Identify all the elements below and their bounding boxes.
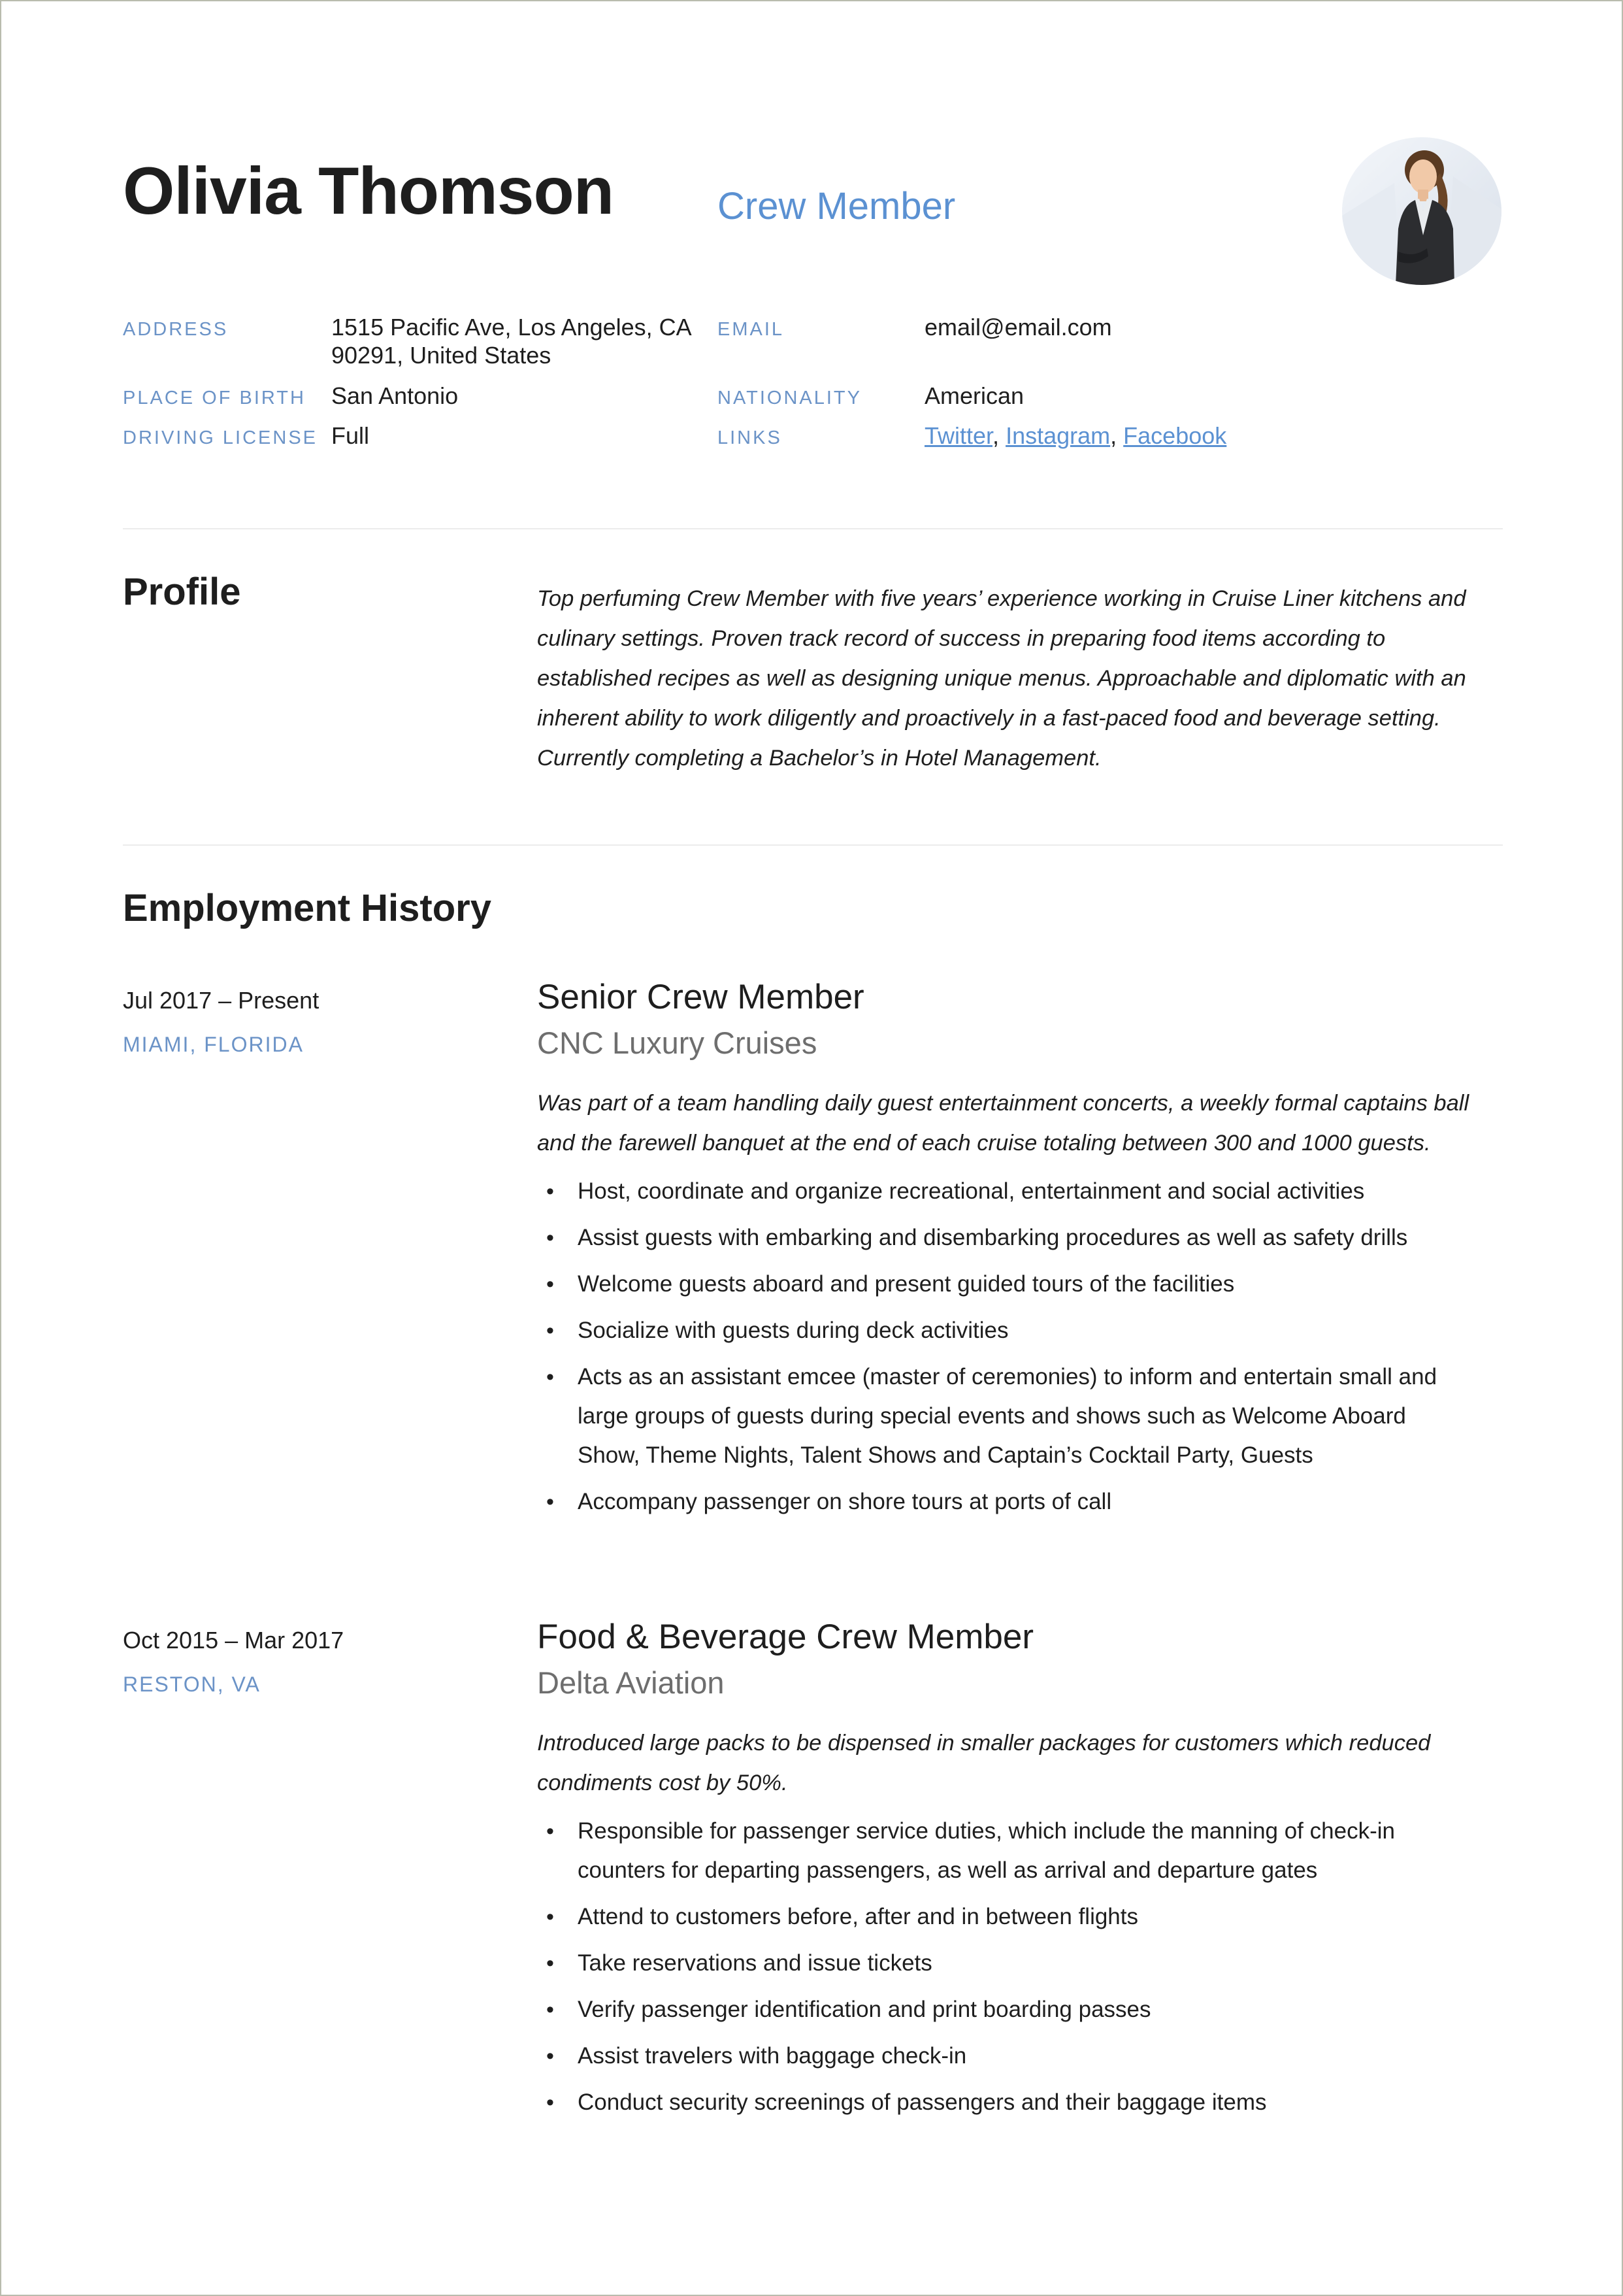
job-bullets <box>537 1812 1465 2129</box>
list-item: • Assist guests with embarking and disembarking procedures as well as safety drills <box>537 1218 1465 1257</box>
address-line-1: 1515 Pacific Ave, Los Angeles, CA <box>331 314 692 341</box>
list-item: • Verify passenger identification and print boarding passes <box>537 1990 1465 2029</box>
list-item: • Socialize with guests during deck activities <box>537 1311 1465 1350</box>
job-role: Senior Crew Member <box>537 978 864 1016</box>
profile-heading: Profile <box>123 571 241 613</box>
job-location: RESTON, VA <box>123 1672 261 1696</box>
nationality-value: American <box>925 382 1025 409</box>
list-item: • Acts as an assistant emcee (master of ceremonies) to inform and entertain small and large groups of guests during special events and shows such as Welcome Aboard Show, Theme Nights, Talent Shows and Captain’s Cocktail Party, Guests <box>537 1357 1465 1475</box>
avatar <box>1342 137 1501 285</box>
address-label: ADDRESS <box>123 319 229 340</box>
employment-heading: Employment History <box>123 887 491 929</box>
list-item: • Welcome guests aboard and present guided tours of the facilities <box>537 1265 1465 1304</box>
email-label: EMAIL <box>717 319 785 340</box>
job-location: MIAMI, FLORIDA <box>123 1033 304 1056</box>
list-item: • Assist travelers with baggage check-in <box>537 2037 1465 2076</box>
profile-text: Top perfuming Crew Member with five years’ experience working in Cruise Liner kitchens and culinary settings. Proven track record of success in preparing food items according to established recipes as well as designing unique menus. Approachable and diplomatic with an inherent ability to work diligently and proactively in a fast-paced food and beverage setting. Currently completing a Bachelor’s in Hotel Management. <box>537 586 1466 771</box>
link-separator: , <box>1110 422 1117 449</box>
links-label: LINKS <box>717 427 782 448</box>
list-item: • Take reservations and issue tickets <box>537 1944 1465 1983</box>
list-item: • Host, coordinate and organize recreational, entertainment and social activities <box>537 1172 1465 1211</box>
job-title: Crew Member <box>717 185 956 227</box>
candidate-name: Olivia Thomson <box>123 154 614 228</box>
job-bullets <box>537 1172 1465 1529</box>
address-line-2: 90291, United States <box>331 342 551 369</box>
list-item: • Conduct security screenings of passengers and their baggage items <box>537 2083 1465 2122</box>
job-summary: Was part of a team handling daily guest entertainment concerts, a weekly formal captains ball and the farewell banquet at the end of each cruise totaling between 300 and 1000 guests. <box>537 1091 1469 1156</box>
profile-photo <box>1342 137 1501 285</box>
twitter-link[interactable]: Twitter <box>925 422 993 449</box>
job-summary: Introduced large packs to be dispensed in smaller packages for customers which reduced condiments cost by 50%. <box>537 1731 1431 1795</box>
job-dates: Jul 2017 – Present <box>123 987 320 1014</box>
divider <box>123 528 1503 529</box>
divider <box>123 844 1503 846</box>
facebook-link[interactable]: Facebook <box>1123 422 1227 449</box>
list-item: • Accompany passenger on shore tours at ports of call <box>537 1482 1465 1522</box>
license-value: Full <box>331 422 370 449</box>
birth-label: PLACE OF BIRTH <box>123 388 306 408</box>
birth-value: San Antonio <box>331 382 459 409</box>
nationality-label: NATIONALITY <box>717 388 862 408</box>
list-item: • Responsible for passenger service duties, which include the manning of check-in counters for departing passengers, as well as arrival and departure gates <box>537 1812 1465 1890</box>
job-employer: Delta Aviation <box>537 1665 725 1700</box>
links-list <box>925 422 1226 450</box>
job-role: Food & Beverage Crew Member <box>537 1618 1034 1656</box>
job-employer: CNC Luxury Cruises <box>537 1025 817 1060</box>
link-separator: , <box>992 422 1000 449</box>
license-label: DRIVING LICENSE <box>123 427 318 448</box>
address-value <box>331 313 697 369</box>
job-dates: Oct 2015 – Mar 2017 <box>123 1627 344 1654</box>
list-item: • Attend to customers before, after and in between flights <box>537 1897 1465 1937</box>
email-value[interactable]: email@email.com <box>925 314 1112 341</box>
instagram-link[interactable]: Instagram <box>1006 422 1111 449</box>
